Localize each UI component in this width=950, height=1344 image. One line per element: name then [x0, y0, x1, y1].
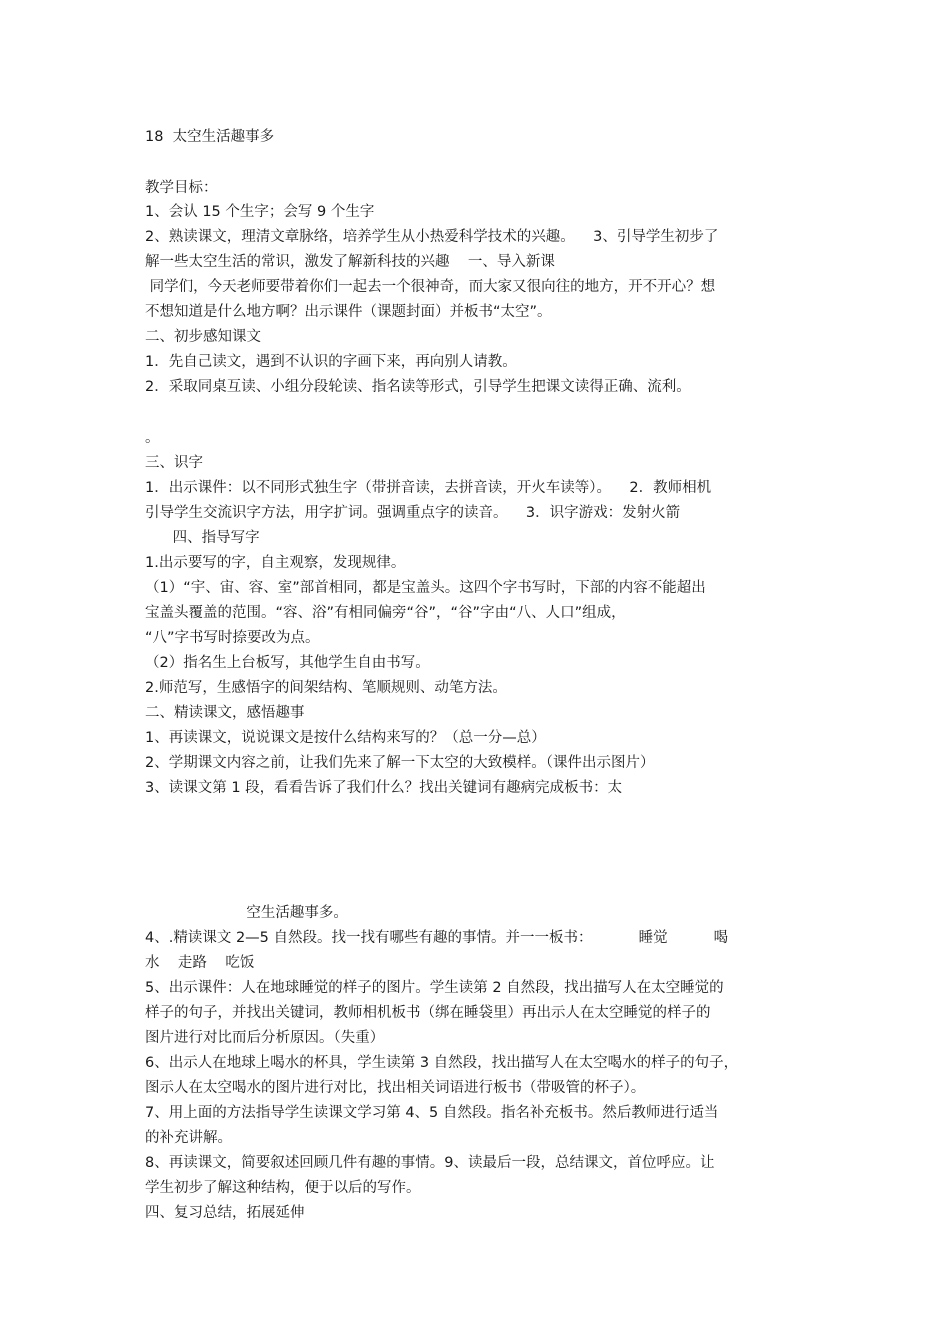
text-line: 图片进行对比而后分析原因。（失重）: [145, 1030, 385, 1046]
text-line: 图示人在太空喝水的图片进行对比，找出相关词语进行板书（带吸管的杯子）。: [145, 1080, 646, 1096]
section-heading: 三、识字: [145, 455, 203, 471]
text-line: 5、出示课件：人在地球睡觉的样子的图片。学生读第 2 自然段，找出描写人在太空睡觉的: [145, 980, 724, 996]
text-line: 同学们，今天老师要带着你们一起去一个很神奇，而大家又很向往的地方，开不开心？想: [145, 279, 716, 295]
text-line: 1．先自己读文，遇到不认识的字画下来，再向别人请教。: [145, 354, 517, 370]
text-line: 样子的句子，并找出关键词，教师相机板书（绑在睡袋里）再出示人在太空睡觉的样子的: [145, 1005, 711, 1021]
text-line: 4、.精读课文 2—5 自然段。找一找有哪些有趣的事情。并一一板书： 睡觉 喝: [145, 930, 729, 946]
text-line: “八”字书写时捺要改为点。: [145, 630, 320, 646]
text-line: 。: [145, 430, 160, 446]
text-line: 2．采取同桌互读、小组分段轮读、指名读等形式，引导学生把课文读得正确、流利。: [145, 379, 691, 395]
text-line: 8、再读课文，简要叙述回顾几件有趣的事情。9、读最后一段，总结课文，首位呼应。让: [145, 1155, 715, 1171]
text-line: 宝盖头覆盖的范围。“容、浴”有相同偏旁“谷”，“谷”字由“八、人口”组成，: [145, 605, 626, 621]
document-title: 18 太空生活趣事多: [145, 129, 275, 145]
text-line: 空生活趣事多。: [145, 905, 348, 921]
text-line: 不想知道是什么地方啊？出示课件（课题封面）并板书“太空”。: [145, 304, 552, 320]
text-line: 2、熟读课文，理清文章脉络，培养学生从小热爱科学技术的兴趣。 3、引导学生初步了: [145, 229, 719, 245]
text-line: 学生初步了解这种结构，便于以后的写作。: [145, 1180, 421, 1196]
text-line: 1．出示课件：以不同形式独生字（带拼音读，去拼音读，开火车读等）。 2．教师相机: [145, 480, 712, 496]
text-line: 3、读课文第 1 段，看看告诉了我们什么？找出关键词有趣病完成板书：太: [145, 780, 623, 796]
text-line: 1.出示要写的字，自主观察，发现规律。: [145, 555, 406, 571]
text-line: （1）“宇、宙、容、室”部首相同，都是宝盖头。这四个字书写时，下部的内容不能超出: [145, 580, 706, 596]
text-line: 6、出示人在地球上喝水的杯具，学生读第 3 自然段，找出描写人在太空喝水的样子的句子，: [145, 1055, 739, 1071]
text-line: 1、会认 15 个生字；会写 9 个生字: [145, 204, 375, 220]
text-line: 2.师范写，生感悟字的间架结构、笔顺规则、动笔方法。: [145, 680, 507, 696]
text-line: 7、用上面的方法指导学生读课文学习第 4、5 自然段。指名补充板书。然后教师进行适当: [145, 1105, 719, 1121]
text-line: 教学目标：: [145, 180, 218, 196]
text-line: 水 走路 吃饭: [145, 955, 255, 971]
section-heading: 四、指导写字: [145, 530, 260, 546]
text-line: 1、再读课文，说说课文是按什么结构来写的？（总一分—总）: [145, 730, 546, 746]
section-heading: 二、精读课文，感悟趣事: [145, 705, 305, 721]
text-line: 2、学期课文内容之前，让我们先来了解一下太空的大致模样。（课件出示图片）: [145, 755, 655, 771]
text-line: 引导学生交流识字方法，用字扩词。强调重点字的读音。 3．识字游戏：发射火箭: [145, 505, 681, 521]
text-line: （2）指名生上台板写，其他学生自由书写。: [145, 655, 430, 671]
text-line: 的补充讲解。: [145, 1130, 232, 1146]
section-heading: 二、初步感知课文: [145, 329, 261, 345]
text-line: 解一些太空生活的常识，激发了解新科技的兴趣 一、导入新课: [145, 254, 555, 270]
section-heading: 四、复习总结，拓展延伸: [145, 1205, 305, 1221]
